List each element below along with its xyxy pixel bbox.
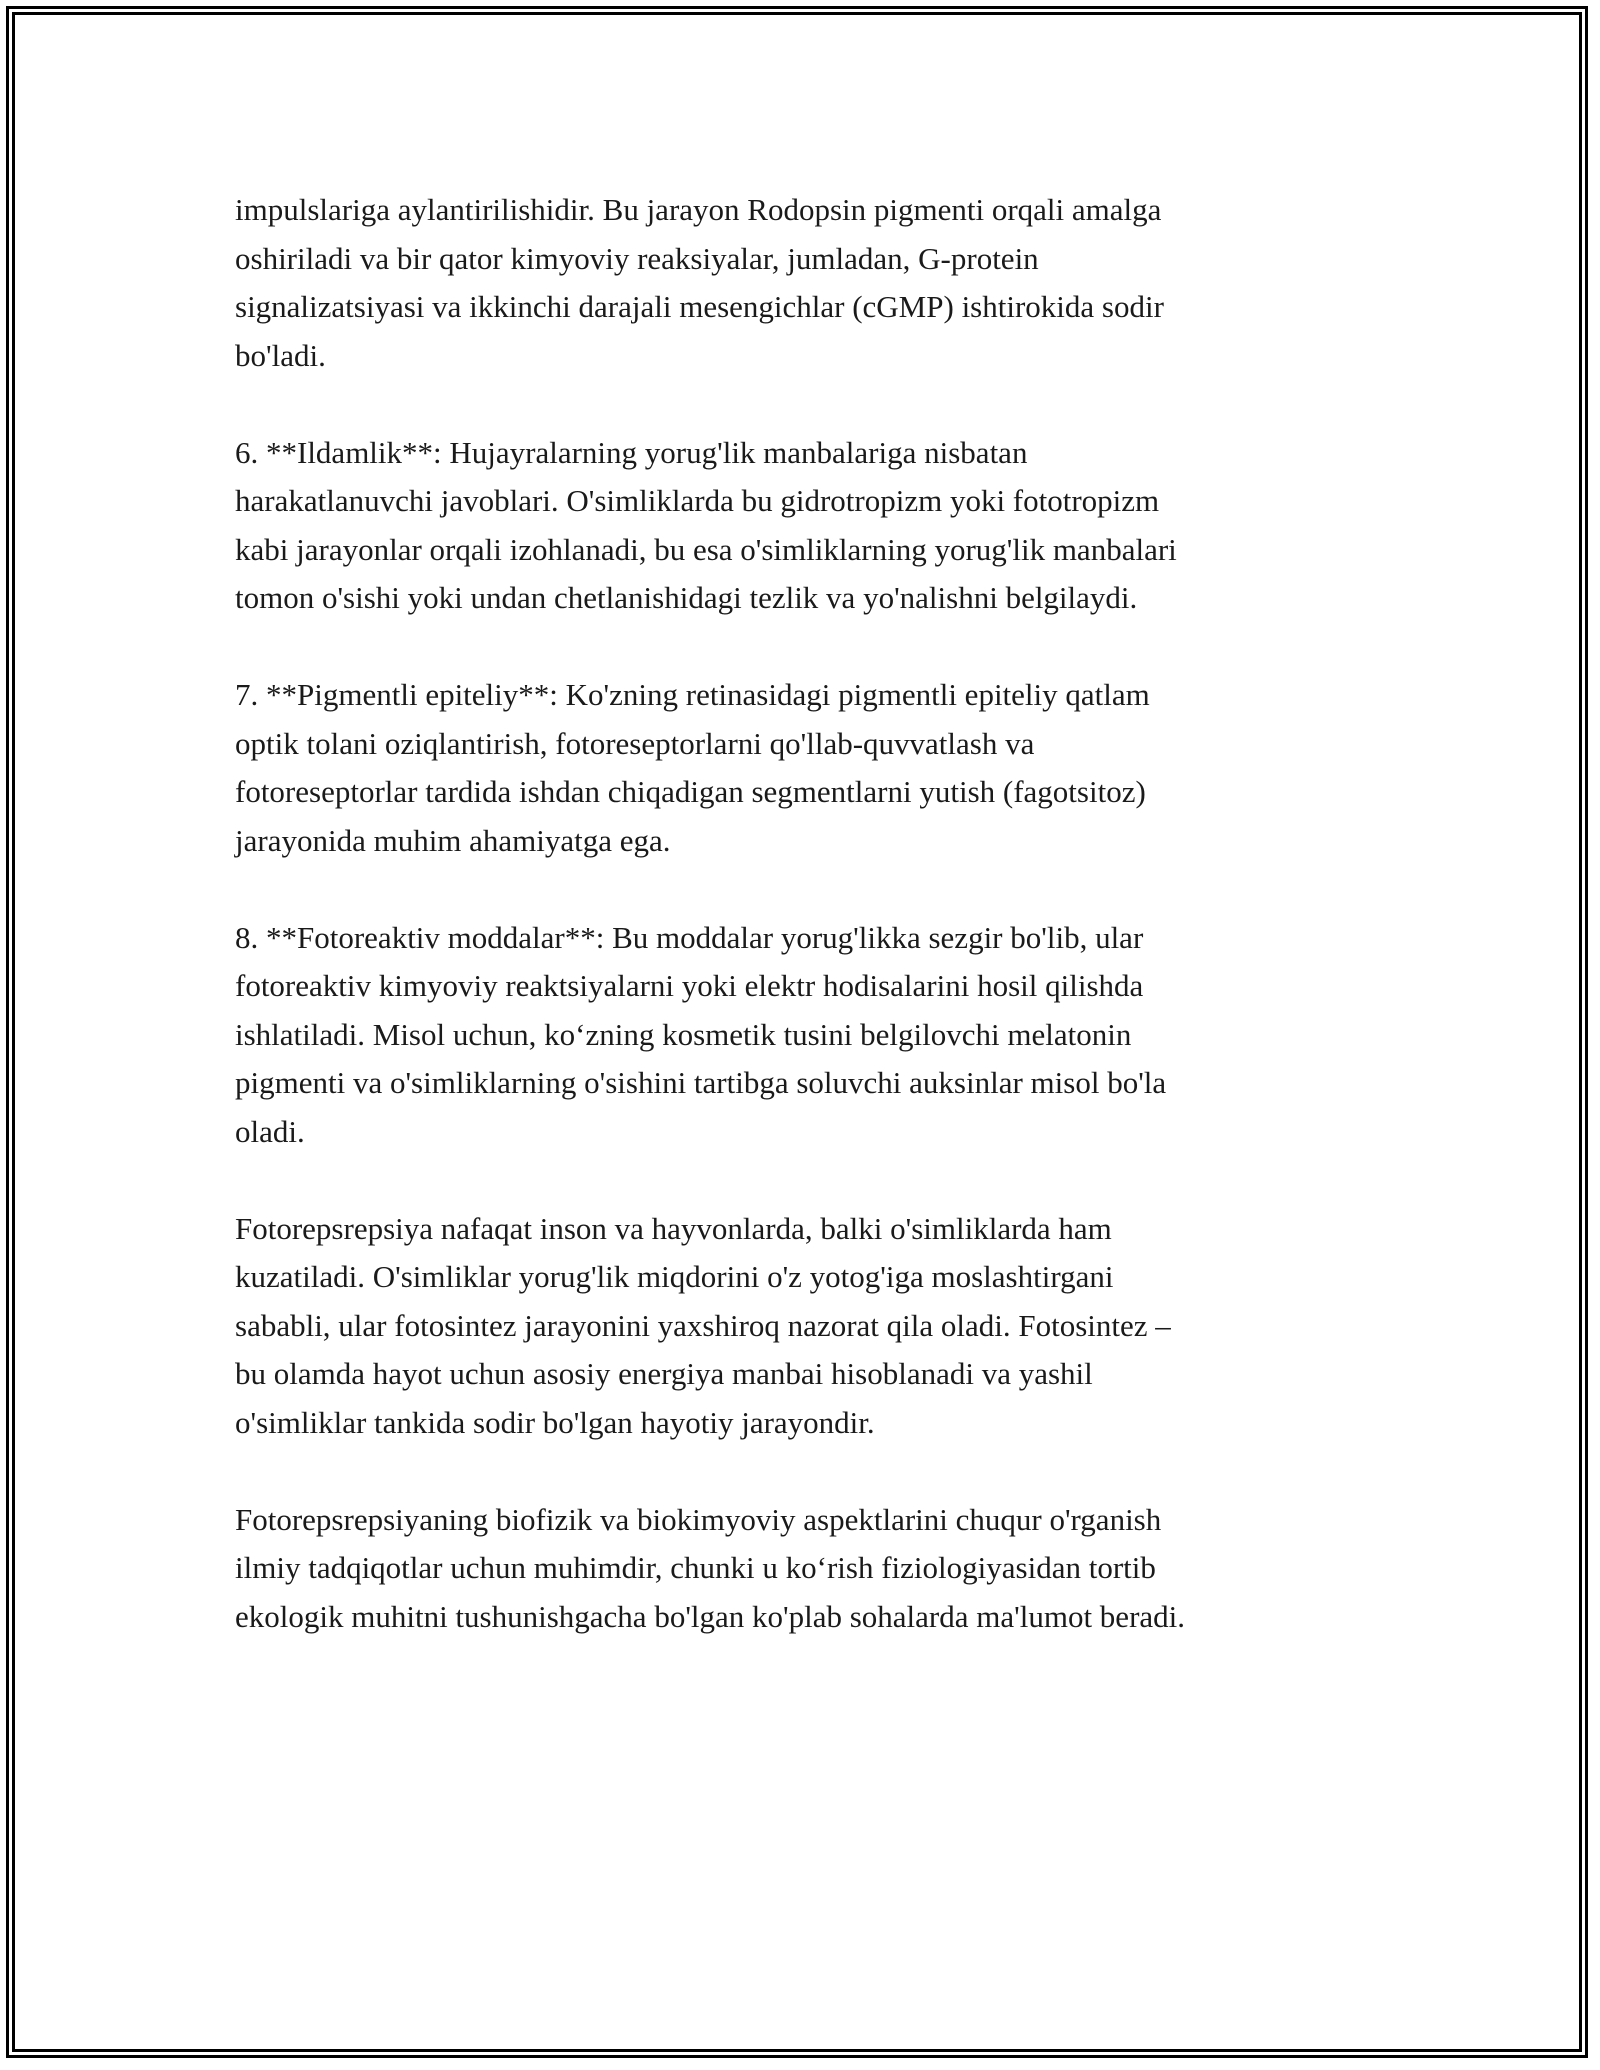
paragraph-retina-impulses: impulslariga aylantirilishidir. Bu jarayon Rodopsin pigmenti orqali amalga oshiriladi va bir qator kimyoviy reaksiyalar, jumladan, G-protein signalizatsiyasi va ikkinchi darajali mesengichlar (cGMP) ishtirokida sodir bo'ladi. [235,192,1164,373]
paragraph-conclusion: Fotorepsrepsiyaning biofizik va biokimyoviy aspektlarini chuqur o'rganish ilmiy tadqiqotlar uchun muhimdir, chunki u ko‘rish fiziologiyasidan tortib ekologik muhitni tushunishgacha bo'lgan ko'plab sohalarda ma'lumot beradi. [235,1501,1186,1634]
paragraph-item-6-ildamlik: 6. **Ildamlik**: Hujayralarning yorug'lik manbalariga nisbatan harakatlanuvchi javoblari. O'simliklarda bu gidrotropizm yoki fototropizm kabi jarayonlar orqali izohlanadi, bu esa o'simliklarning yorug'lik manbalari tomon o'sishi yoki undan chetlanishidagi tezlik va yo'nalishni belgilaydi. [235,434,1177,615]
paragraph-plants-photoreception: Fotorepsrepsiya nafaqat inson va hayvonlarda, balki o'simliklarda ham kuzatiladi. O'simliklar yorug'lik miqdorini o'z yotog'iga moslashtirgani sababli, ular fotosintez jarayonini yaxshiroq nazorat qila oladi. Fotosintez – bu olamda hayot uchun asosiy energiya manbai hisoblanadi va yashil o'simliklar tankida sodir bo'lgan hayotiy jarayondir. [235,1210,1171,1440]
paragraph-item-8-fotoreaktiv-moddalar: 8. **Fotoreaktiv moddalar**: Bu moddalar yorug'likka sezgir bo'lib, ular fotoreaktiv kimyoviy reaktsiyalarni yoki elektr hodisalarini hosil qilishda ishlatiladi. Misol uchun, ko‘zning kosmetik tusini belgilovchi melatonin pigmenti va o'simliklarning o'sishini tartibga soluvchi auksinlar misol bo'la oladi. [235,919,1167,1149]
paragraph-item-7-pigmentli-epiteliy: 7. **Pigmentli epiteliy**: Ko'zning retinasidagi pigmentli epiteliy qatlam optik tolani oziqlantirish, fotoreseptorlarni qo'llab-quvvatlash va fotoreseptorlar tardida ishdan chiqadigan segmentlarni yutish (fagotsitoz) jarayonida muhim ahamiyatga ega. [235,677,1150,858]
document-body [235,186,1385,1690]
